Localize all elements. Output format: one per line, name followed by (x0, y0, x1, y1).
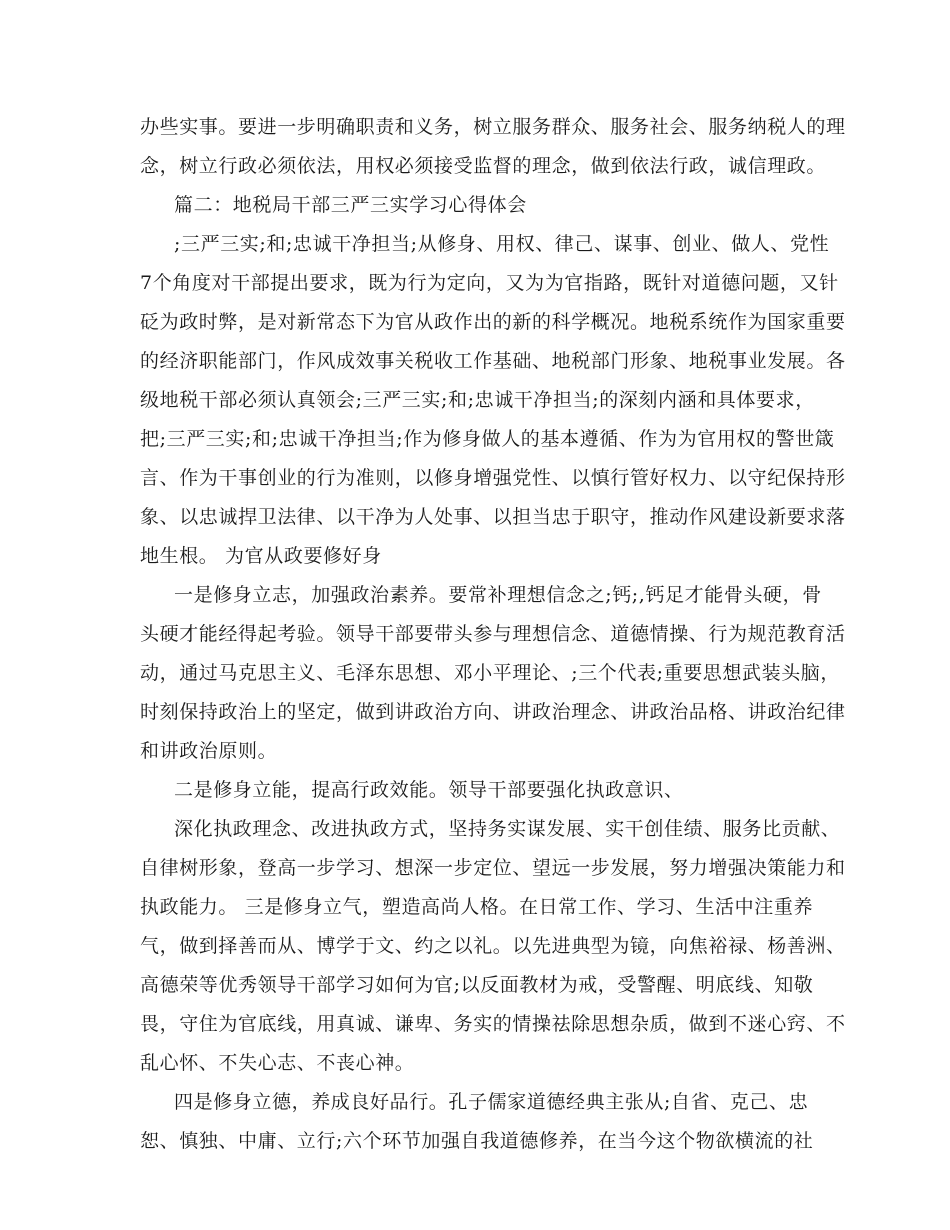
text-line: 和讲政治原则。 (140, 740, 278, 762)
text-line: 7个角度对干部提出要求，既为行为定向，又为为官指路，既针对道德问题，又针 (140, 272, 839, 294)
text-line: 言、作为干事创业的行为准则，以修身增强党性、以慎行管好权力、以守纪保持形 (140, 467, 846, 489)
text-line: 畏，守住为官底线，用真诚、谦卑、务实的情操祛除思想杂质，做到不迷心窍、不 (140, 1013, 846, 1035)
text-line: 时刻保持政治上的坚定，做到讲政治方向、讲政治理念、讲政治品格、讲政治纪律 (140, 701, 846, 723)
text-line: 把;三严三实;和;忠诚干净担当;作为修身做人的基本遵循、作为为官用权的警世箴 (140, 428, 835, 450)
text-line: ;三严三实;和;忠诚干净担当;从修身、用权、律己、谋事、创业、做人、党性 (174, 233, 830, 255)
text-line: 深化执政理念、改进执政方式，坚持务实谋发展、实干创佳绩、服务比贡献、 (174, 818, 841, 840)
text-line: 级地税干部必须认真领会;三严三实;和;忠诚干净担当;的深刻内涵和具体要求， (140, 389, 815, 411)
text-line: 气，做到择善而从、博学于文、约之以礼。以先进典型为镜，向焦裕禄、杨善洲、 (140, 935, 846, 957)
text-line: 地生根。 为官从政要修好身 (140, 545, 382, 567)
text-line: 办些实事。要进一步明确职责和义务，树立服务群众、服务社会、服务纳税人的理 (140, 116, 846, 138)
text-line: 象、以忠诚捍卫法律、以干净为人处事、以担当忠于职守，推动作风建设新要求落 (140, 506, 846, 528)
text-line: 执政能力。 三是修身立气，塑造高尚人格。在日常工作、学习、生活中注重养 (140, 896, 814, 918)
text-line: 一是修身立志，加强政治素养。要常补理想信念之;钙;,钙足才能骨头硬，骨 (174, 584, 822, 606)
text-line: 动，通过马克思主义、毛泽东思想、邓小平理论、;三个代表;重要思想武装头脑， (140, 662, 841, 684)
text-line: 自律树形象，登高一步学习、想深一步定位、望远一步发展，努力增强决策能力和 (140, 857, 846, 879)
text-line: 高德荣等优秀领导干部学习如何为官;以反面教材为戒，受警醒、明底线、知敬 (140, 974, 814, 996)
text-line: 乱心怀、不失心志、不丧心神。 (140, 1052, 415, 1074)
text-line: 四是修身立德，养成良好品行。孔子儒家道德经典主张从;自省、克己、忠 (174, 1091, 809, 1113)
section-heading: 篇二：地税局干部三严三实学习心得体会 (174, 194, 527, 216)
text-line: 头硬才能经得起考验。领导干部要带头参与理想信念、道德情操、行为规范教育活 (140, 623, 846, 645)
text-line: 恕、慎独、中庸、立行;六个环节加强自我道德修养，在当今这个物欲横流的社 (140, 1130, 814, 1152)
text-line: 砭为政时弊，是对新常态下为官从政作出的新的科学概况。地税系统作为国家重要 (140, 311, 846, 333)
text-line: 念，树立行政必须依法，用权必须接受监督的理念，做到依法行政，诚信理政。 (140, 155, 827, 177)
text-line: 二是修身立能，提高行政效能。领导干部要强化执政意识、 (174, 779, 684, 801)
text-line: 的经济职能部门，作风成效事关税收工作基础、地税部门形象、地税事业发展。各 (140, 350, 846, 372)
